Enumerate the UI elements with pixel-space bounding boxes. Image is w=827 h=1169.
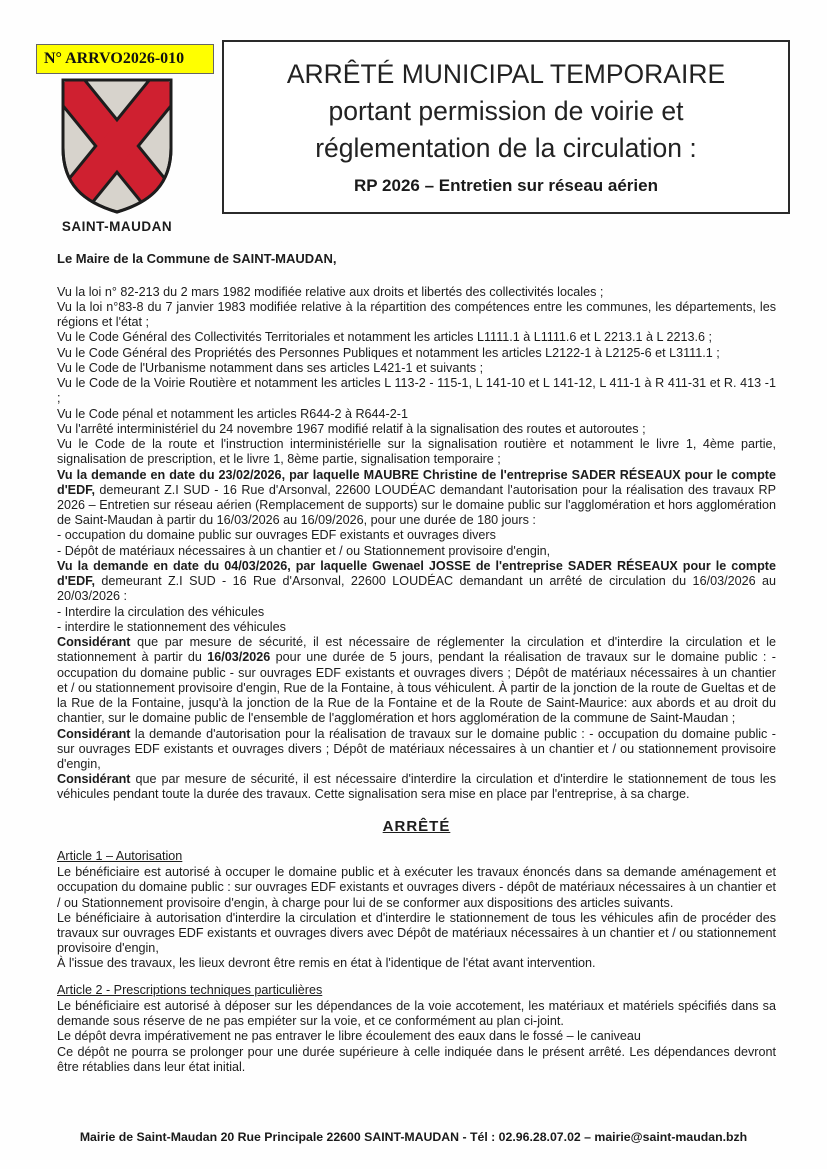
article-heading: Article 1 – Autorisation: [57, 848, 183, 863]
text-run: que par mesure de sécurité, il est nécessaire de réglementer la circulation et d'interdire la circulation et le stationnement à partir du: [57, 635, 776, 665]
title-box: [222, 40, 790, 214]
text-run: Vu la loi n°83-8 du 7 janvier 1983 modifiée relative à la répartition des compétences entre les communes, les départements, les régions et l'état ;: [57, 299, 776, 330]
title-line-2: portant permission de voirie et: [328, 96, 684, 126]
text-run: Vu la loi n° 82-213 du 2 mars 1982 modifiée relative aux droits et libertés des collectivités locales ;: [57, 284, 604, 299]
articles: [57, 849, 776, 1075]
text-run: Vu le Code de la Voirie Routière et notamment les articles L 113-2 - 115-1, L 141-10 et L 141-12, L 411-1 à R 411-31 et R. 413 -1 ;: [57, 376, 776, 406]
text-run: - interdire le stationnement des véhicules: [57, 619, 286, 634]
paragraph: [57, 544, 776, 559]
paragraph: [57, 285, 776, 300]
paragraph: [57, 346, 776, 361]
bold-text-run: Considérant: [57, 772, 131, 787]
text-run: - occupation du domaine public sur ouvrages EDF existants et ouvrages divers: [57, 528, 496, 543]
paragraph: [57, 528, 776, 543]
paragraph: [57, 300, 776, 330]
text-run: Vu le Code de l'Urbanisme notamment dans ses articles L421-1 et suivants ;: [57, 360, 484, 375]
text-run: Vu l'arrêté interministériel du 24 novembre 1967 modifié relatif à la signalisation des routes et autoroutes ;: [57, 421, 646, 436]
shield-icon: [53, 72, 181, 218]
paragraph: [57, 999, 776, 1029]
text-run: Vu le Code pénal et notamment les articles R644-2 à R644-2-1: [57, 406, 408, 421]
intro-line: Le Maire de la Commune de SAINT-MAUDAN,: [57, 251, 337, 266]
paragraph: [57, 911, 776, 957]
paragraph: [57, 330, 776, 345]
text-run: - Dépôt de matériaux nécessaires à un chantier et / ou Stationnement provisoire d'engin,: [57, 543, 551, 558]
paragraph: [57, 559, 776, 605]
paragraph: [57, 772, 776, 802]
text-run: demeurant Z.I SUD - 16 Rue d'Arsonval, 22600 LOUDÉAC demandant un arrêté de circulation du 16/03/2026 au 20/03/2026 :: [57, 574, 776, 604]
text-run: Vu le Code de la route et l'instruction interministérielle sur la signalisation routière et notamment le livre 1, 4ème partie, signalisation de prescription, et le livre 1, 8ème partie, signalisation temporaire ;: [57, 437, 776, 467]
text-run: Le bénéficiaire est autorisé à déposer sur les dépendances de la voie accotement, les matériaux et matériels spécifiés dans sa demande sous réserve de ne pas empiéter sur la voie, et ce conformément au plan ci-joint.: [57, 998, 776, 1029]
paragraph: [57, 1029, 776, 1044]
text-run: Vu le Code Général des Collectivités Territoriales et notamment les articles L1111.1 à L1111.6 et L 2213.1 à L 2213.6 ;: [57, 330, 713, 345]
bold-text-run: Vu la demande en date du 23/02/2026, par laquelle MAUBRE Christine de l'entreprise SADER RÉSEAUX pour le compte d'EDF,: [57, 467, 776, 497]
coat-of-arms: [53, 72, 181, 218]
text-run: Le bénéficiaire à autorisation d'interdire la circulation et d'interdire le stationnement de tous les véhicules afin de procéder des travaux sur ouvrages EDF existants et ouvrages divers avec Dépôt de matériaux nécessaires à un chantier et / ou stationnement provisoire d'engin,: [57, 910, 776, 956]
article-heading: Article 2 - Prescriptions techniques particulières: [57, 982, 323, 997]
paragraph: [57, 635, 776, 726]
text-run: pour une durée de 5 jours, pendant la réalisation de travaux sur le domaine public : - occupation du domaine public - sur ouvrages EDF existants et ouvrages divers ; Dépôt de matériaux nécessaires à un chantier et / ou stationnement provisoire d'engin, Rue de la Fontaine, à tous véhiculent. À partir de la jonction de la route de Gueltas et de la Rue de la Fontaine, jusqu'à la jonction de la Rue de la Fontaine et de la Route de Saint-Maurice: aux abords et au droit du chantier, sur le domaine public de l'ensemble de l'agglomération et hors agglomération de la commune de Saint-Maudan ;: [57, 650, 776, 726]
paragraph: [57, 422, 776, 437]
bold-text-run: Vu la demande en date du 04/03/2026, par laquelle Gwenael JOSSE de l'entreprise SADER RÉSEAUX pour le compte d'EDF,: [57, 558, 776, 589]
text-run: Ce dépôt ne pourra se prolonger pour une durée supérieure à celle indiquée dans le présent arrêté. Les dépendances devront être rétablies dans leur état initial.: [57, 1044, 776, 1074]
reference-number: N° ARRVO2026-010: [36, 44, 214, 74]
bold-text-run: Considérant: [57, 726, 131, 741]
title-subtitle: RP 2026 – Entretien sur réseau aérien: [354, 176, 658, 195]
text-run: Vu le Code Général des Propriétés des Personnes Publiques et notamment les articles L2122-1 à L2125-6 et L3111.1 ;: [57, 345, 720, 360]
paragraph: [57, 468, 776, 529]
paragraph: [57, 865, 776, 911]
paragraph: [57, 620, 776, 635]
paragraph: [57, 727, 776, 773]
title-line-1: ARRÊTÉ MUNICIPAL TEMPORAIRE: [286, 59, 726, 89]
bold-text-run: 16/03/2026: [207, 650, 271, 665]
paragraph: [57, 437, 776, 467]
commune-name: SAINT-MAUDAN: [61, 219, 173, 234]
paragraph: [57, 361, 776, 376]
footer-line: Mairie de Saint-Maudan 20 Rue Principale 22600 SAINT-MAUDAN - Tél : 02.96.28.07.02 – mairie@saint-maudan.bzh: [79, 1130, 748, 1144]
article-section: [57, 849, 776, 972]
text-run: Le dépôt devra impérativement ne pas entraver le libre écoulement des eaux dans le fossé – le caniveau: [57, 1029, 641, 1044]
text-run: Le bénéficiaire est autorisé à occuper le domaine public et à exécuter les travaux énoncés dans sa demande aménagement et occupation du domaine public : sur ouvrages EDF existants et ouvrages divers - dépôt de matériaux nécessaires à un chantier et / ou Stationnement provisoire d'engin, à charge pour lui de se conformer aux dispositions des articles suivants.: [57, 865, 776, 910]
document-body: [57, 251, 776, 1075]
article-section: [57, 983, 776, 1075]
text-run: la demande d'autorisation pour la réalisation de travaux sur le domaine public : - occupation du domaine public - sur ouvrages EDF existants et ouvrages divers ; Dépôt de matériaux nécessaires à un chantier et / ou stationnement provisoire d'engin,: [57, 726, 776, 771]
body-paragraphs: [57, 285, 776, 803]
text-run: À l'issue des travaux, les lieux devront être remis en état à l'identique de l'état avant intervention.: [57, 956, 596, 971]
paragraph: [57, 1045, 776, 1075]
paragraph: [57, 376, 776, 406]
text-run: - Interdire la circulation des véhicules: [57, 604, 265, 619]
title-line-3: réglementation de la circulation :: [315, 133, 697, 163]
paragraph: [57, 407, 776, 422]
text-run: demeurant Z.I SUD - 16 Rue d'Arsonval, 22600 LOUDÉAC demandant l'autorisation pour la réalisation des travaux RP 2026 – Entretien sur réseau aérien (Remplacement de supports) sur le domaine public sur l'agglomération et hors agglomération de Saint-Maudan à partir du 16/03/2026 au 16/09/2026, pour une durée de 180 jours :: [57, 482, 776, 528]
bold-text-run: Considérant: [57, 635, 131, 650]
paragraph: [57, 605, 776, 620]
arrete-heading: ARRÊTÉ: [382, 817, 451, 835]
text-run: que par mesure de sécurité, il est nécessaire d'interdire la circulation et d'interdire le stationnement de tous les véhicules pendant toute la durée des travaux. Cette signalisation sera mise en place par l'entreprise, à sa charge.: [57, 772, 776, 802]
paragraph: [57, 956, 776, 971]
